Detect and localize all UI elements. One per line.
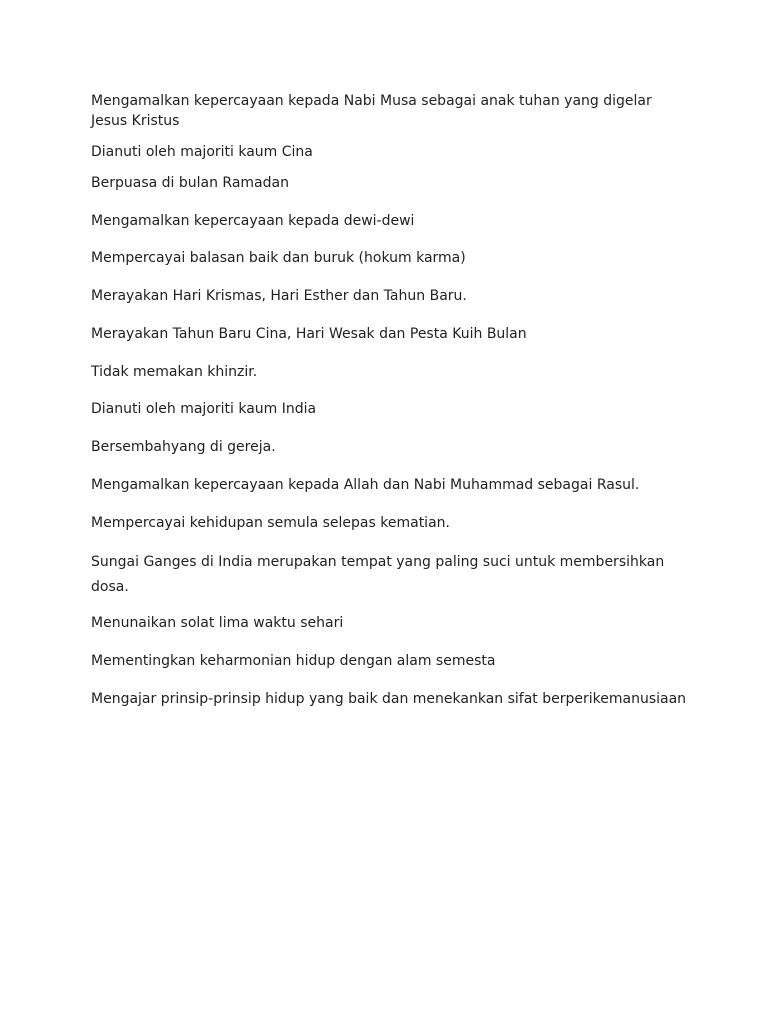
statement-item: Mengamalkan kepercayaan kepada Nabi Musa sebagai anak tuhan yang digelar Jesus Kristus	[91, 93, 652, 129]
statement-item: Dianuti oleh majoriti kaum India	[91, 401, 317, 417]
statement-item: Tidak memakan khinzir.	[91, 364, 258, 380]
statement-item: Merayakan Hari Krismas, Hari Esther dan Tahun Baru.	[91, 288, 467, 304]
statement-item: Mengamalkan kepercayaan kepada Allah dan Nabi Muhammad sebagai Rasul.	[91, 477, 640, 493]
statement-item: Mementingkan keharmonian hidup dengan alam semesta	[91, 653, 496, 669]
statement-item: Berpuasa di bulan Ramadan	[91, 175, 289, 191]
statement-item: Mempercayai balasan baik dan buruk (hokum karma)	[91, 250, 466, 266]
statement-item: Mengamalkan kepercayaan kepada dewi-dewi	[91, 213, 415, 229]
statement-item: Bersembahyang di gereja.	[91, 439, 276, 455]
statement-item: Menunaikan solat lima waktu sehari	[91, 615, 344, 631]
statement-item: Mempercayai kehidupan semula selepas kematian.	[91, 515, 450, 531]
statement-item: Sungai Ganges di India merupakan tempat yang paling suci untuk membersihkan dosa.	[91, 554, 665, 595]
statement-item: Dianuti oleh majoriti kaum Cina	[91, 144, 313, 160]
statement-item: Mengajar prinsip-prinsip hidup yang baik dan menekankan sifat berperikemanusiaan	[91, 691, 687, 707]
statement-item: Merayakan Tahun Baru Cina, Hari Wesak dan Pesta Kuih Bulan	[91, 326, 527, 342]
